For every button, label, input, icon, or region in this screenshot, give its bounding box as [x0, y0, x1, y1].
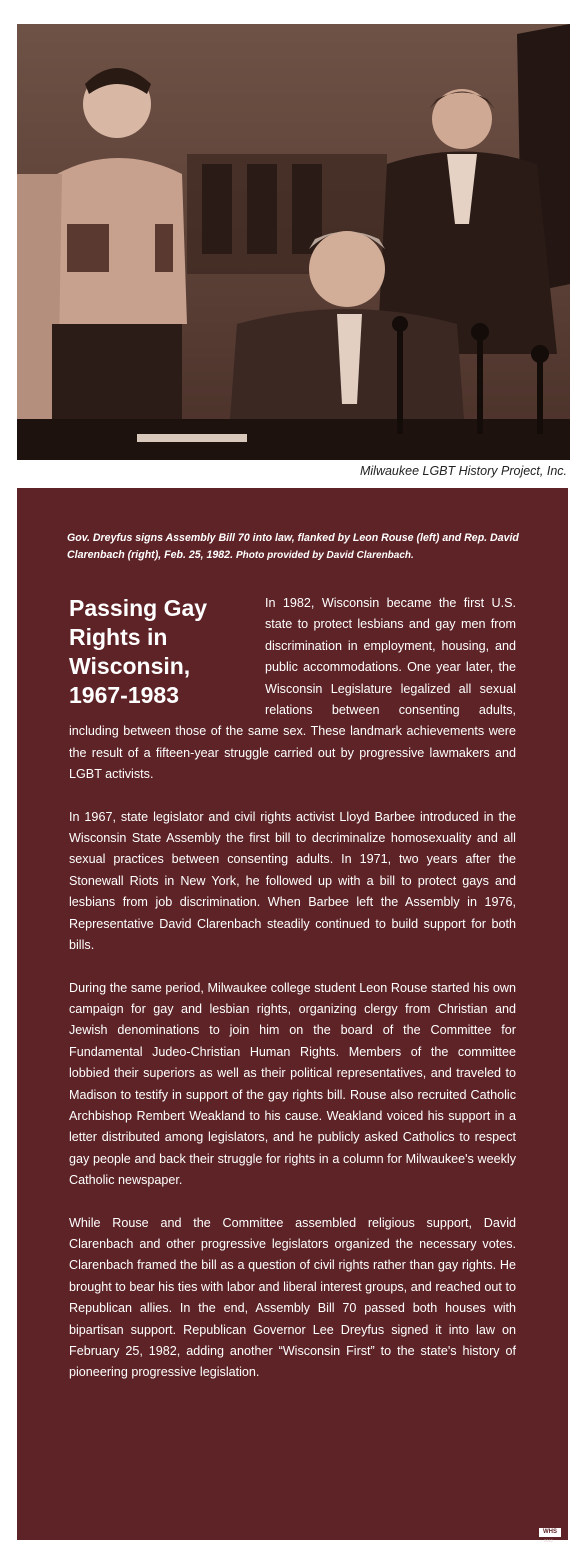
text-panel	[17, 488, 568, 1543]
caption-main: Gov. Dreyfus signs Assembly Bill 70 into law, flanked by Leon Rouse (left) and Rep. David Clarenbach (right), Feb. 25, 1982.	[67, 532, 519, 561]
paragraph-4: While Rouse and the Committee assembled religious support, David Clarenbach and other progressive legislators organized the necessary votes. Clarenbach framed the bill as a question of civil rights rather than gay rights. He brought to bear his ties with labor and liberal interest groups, and reached out to Republican allies. In the end, Assembly Bill 70 passed both houses with bipartisan support. Republican Governor Lee Dreyfus signed it into law on February 25, 1982, adding another “Wisconsin First” to the state's history of pioneering progressive legislation.	[69, 1215, 516, 1380]
caption-provided: Photo provided by David Clarenbach.	[235, 550, 414, 561]
title-spacer	[69, 593, 265, 721]
photo-credit: Milwaukee LGBT History Project, Inc.	[359, 464, 567, 478]
logo-year: 2012	[544, 1538, 553, 1543]
photo-illustration	[17, 24, 570, 460]
page-title: Passing Gay Rights in Wisconsin, 1967-1983	[69, 595, 208, 708]
paragraph-3: During the same period, Milwaukee college student Leon Rouse started his own campaign for gay and lesbian rights, organizing clergy from Christian and Jewish denominations to join him on the board of the Committee for Fundamental Judeo-Christian Human Rights. Members of the committee lobbied their superiors as well as their political representatives, and traveled to Madison to testify in support of the gay rights bill. Rouse also recruited Catholic Archbishop Rembert Weakland to his cause. Weakland voiced his support in a letter distributed among legislators, and he publicly asked Catholics to respect gay people and back their struggle for rights in a column for Milwaukee's weekly Catholic newspaper.	[69, 980, 516, 1188]
article-body	[69, 593, 516, 1405]
photo-caption	[67, 530, 537, 564]
whs-logo: WHS	[539, 1528, 561, 1537]
historical-photo	[17, 24, 570, 460]
paragraph-1: In 1982, Wisconsin became the first U.S. state to protect lesbians and gay men from discrimination in employment, housing, and public accommodations. One year later, the Wisconsin Legislature legalized all sexual relations between consenting adults, including between those of the same sex. These landmark achievements were the result of a fifteen-year struggle carried out by progressive lawmakers and LGBT activists.	[69, 596, 516, 782]
paragraph-2: In 1967, state legislator and civil rights activist Lloyd Barbee introduced in the Wisconsin State Assembly the first bill to decriminalize homosexuality and all sexual practices between consenting adults. In 1971, two years after the Stonewall Riots in New York, he followed up with a bill to protect gays and lesbians from job discrimination. When Barbee left the Assembly in 1976, Representative David Clarenbach steadily continued to build support for both bills.	[69, 809, 516, 953]
